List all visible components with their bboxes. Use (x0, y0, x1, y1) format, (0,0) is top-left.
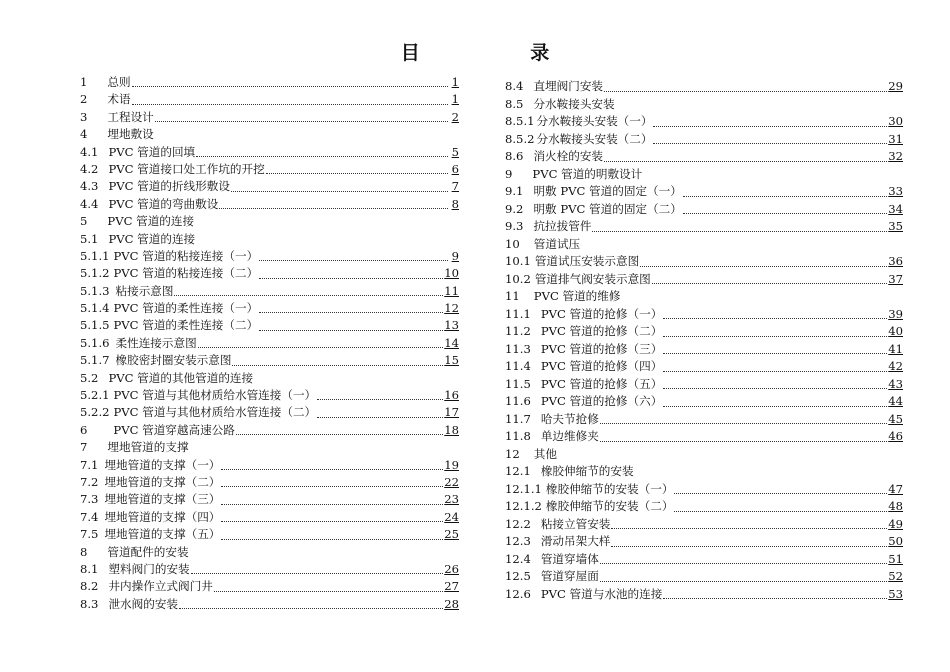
toc-entry-number: 4.1 (80, 144, 99, 159)
toc-entry-title: 埋地管道的支撑（二） (104, 474, 221, 489)
toc-entry[interactable] (505, 131, 903, 149)
toc-entry[interactable] (80, 387, 459, 404)
toc-entry-number: 9.1 (505, 184, 524, 198)
toc-entry-page: 5 (451, 144, 459, 159)
toc-entry-title: 术语 (107, 92, 131, 107)
toc-entry-number: 8.5.2 (505, 131, 535, 146)
dot-leader (198, 346, 444, 348)
toc-entry-page: 32 (888, 149, 903, 163)
toc-entry-page: 27 (444, 579, 459, 594)
dot-leader (231, 190, 448, 192)
toc-entry-title: 埋地管道的支撑（五） (104, 527, 221, 542)
toc-entry[interactable] (80, 335, 459, 352)
toc-entry-title: 粘接示意图 (115, 283, 174, 298)
toc-entry-page: 2 (451, 109, 459, 124)
dot-leader (196, 155, 448, 157)
dot-leader (674, 510, 887, 512)
toc-entry-page: 17 (444, 405, 459, 420)
dot-leader (653, 125, 887, 127)
toc-entry-number: 12.3 (505, 534, 531, 548)
toc-entry-page: 1 (451, 74, 459, 89)
toc-entry[interactable] (80, 439, 459, 456)
toc-entry[interactable] (505, 201, 903, 219)
dot-leader (259, 259, 448, 261)
dot-leader (317, 416, 443, 418)
dot-leader (155, 120, 448, 122)
toc-entry-title: 管道配件的安装 (107, 544, 189, 559)
toc-entry-page: 28 (444, 596, 459, 611)
toc-entry-title: 分水鞍接头安装（一） (536, 114, 653, 128)
toc-entry[interactable] (505, 323, 903, 341)
dot-leader (652, 282, 887, 284)
toc-entry[interactable] (505, 306, 903, 324)
toc-entry[interactable] (505, 96, 903, 114)
dot-leader (236, 433, 443, 435)
toc-entry-page: 15 (444, 353, 459, 368)
toc-entry-number: 11 (505, 289, 520, 303)
dot-leader (663, 352, 887, 354)
toc-entry-number: 12 (505, 446, 520, 461)
toc-entry-number: 9.2 (505, 201, 524, 216)
toc-entry-title: 橡胶伸缩节的安装（一） (545, 481, 674, 496)
toc-entry-page: 16 (444, 388, 459, 403)
toc-entry-title: 哈夫节抢修 (540, 411, 599, 426)
toc-entry-page: 26 (444, 561, 459, 576)
toc-entry-title: 管道穿墙体 (540, 551, 599, 566)
toc-entry-number: 8.4 (505, 79, 524, 93)
toc-entry[interactable] (505, 481, 903, 499)
toc-entry-number: 11.5 (505, 376, 531, 391)
toc-entry[interactable] (80, 596, 459, 613)
toc-entry-number: 8.5 (505, 96, 524, 111)
toc-entry-title: PVC 管道穿越高速公路 (113, 422, 235, 437)
toc-entry[interactable] (505, 288, 903, 306)
toc-entry-page: 51 (888, 551, 903, 566)
toc-entry-page: 42 (888, 359, 903, 373)
toc-entry[interactable] (505, 78, 903, 96)
toc-entry-title: 消火栓的安装 (533, 149, 604, 163)
toc-entry[interactable] (80, 404, 459, 421)
toc-entry-number: 11.2 (505, 324, 531, 338)
toc-entry-page: 50 (888, 534, 903, 548)
toc-entry-title: 滑动吊架大样 (540, 534, 611, 548)
toc-entry[interactable] (505, 183, 903, 201)
toc-entry[interactable] (80, 544, 459, 561)
toc-left-column (80, 74, 459, 613)
toc-entry-title: 管道穿屋面 (540, 569, 599, 583)
toc-entry-title: 橡胶伸缩节的安装 (540, 464, 634, 478)
toc-entry[interactable] (80, 509, 459, 526)
toc-entry[interactable] (80, 317, 459, 334)
toc-entry[interactable] (505, 533, 903, 551)
toc-entry-number: 5.1.5 (80, 318, 110, 333)
toc-entry-number: 8.5.1 (505, 114, 535, 128)
toc-entry-number: 8.6 (505, 149, 524, 163)
toc-entry-title: 单边维修夹 (540, 429, 599, 443)
dot-leader (663, 317, 887, 319)
toc-entry[interactable] (505, 498, 903, 516)
toc-entry[interactable] (80, 265, 459, 282)
toc-entry-page: 30 (888, 114, 903, 128)
toc-entry-number: 12.6 (505, 586, 531, 601)
toc-entry-page: 47 (888, 481, 903, 496)
toc-entry-title: 埋地管道的支撑（三） (104, 492, 221, 507)
dot-leader (179, 607, 443, 609)
toc-entry-number: 9 (505, 166, 513, 181)
toc-entry-page: 39 (888, 306, 903, 321)
toc-entry-page: 35 (888, 219, 903, 233)
toc-entry-number: 8.2 (80, 579, 99, 594)
toc-entry[interactable] (505, 253, 903, 271)
toc-entry[interactable] (505, 411, 903, 429)
toc-entry[interactable] (505, 218, 903, 236)
toc-entry-number: 5.1.6 (80, 335, 110, 350)
dot-leader (674, 492, 887, 494)
dot-leader (592, 230, 887, 232)
dot-leader (174, 294, 443, 296)
toc-entry-title: PVC 管道的抢修（六） (540, 394, 663, 408)
toc-entry-page: 44 (888, 394, 903, 408)
toc-entry[interactable] (80, 231, 459, 248)
toc-entry-number: 11.3 (505, 341, 531, 356)
toc-entry-title: PVC 管道与其他材质给水管连接（二） (113, 405, 317, 420)
toc-entry-page: 8 (451, 196, 459, 211)
toc-entry-number: 4 (80, 127, 88, 142)
toc-entry-title: PVC 管道的抢修（二） (540, 324, 663, 338)
toc-entry[interactable] (505, 516, 903, 534)
toc-entry-title: 管道试压安装示意图 (534, 254, 640, 268)
toc-entry-number: 11.6 (505, 394, 531, 408)
dot-leader (259, 277, 443, 279)
dot-leader (266, 172, 448, 174)
toc-entry-number: 12.1.1 (505, 481, 542, 496)
dot-leader (604, 90, 887, 92)
dot-leader (221, 538, 443, 540)
dot-leader (653, 142, 887, 144)
toc-entry[interactable] (80, 213, 459, 230)
toc-entry-page: 10 (444, 266, 459, 281)
toc-entry[interactable] (505, 463, 903, 481)
toc-entry-title: 塑料阀门的安装 (108, 561, 190, 576)
toc-entry-number: 7.4 (80, 509, 99, 524)
toc-entry-number: 3 (80, 109, 88, 124)
toc-entry[interactable] (80, 74, 459, 91)
toc-entry[interactable] (80, 370, 459, 387)
toc-entry-number: 9.3 (505, 219, 524, 233)
dot-leader (600, 440, 887, 442)
toc-entry[interactable] (80, 178, 459, 195)
toc-entry[interactable] (505, 358, 903, 376)
toc-entry-page: 29 (888, 79, 903, 93)
toc-entry-title: PVC 管道的柔性连接（二） (113, 318, 259, 333)
toc-entry[interactable] (80, 578, 459, 595)
toc-entry-title: 总则 (107, 74, 131, 89)
toc-entry[interactable] (505, 393, 903, 411)
toc-entry-number: 5.1.1 (80, 248, 110, 263)
dot-leader (663, 597, 887, 599)
toc-entry-title: PVC 管道与其他材质给水管连接（一） (113, 388, 317, 403)
dot-leader (600, 422, 887, 424)
dot-leader (663, 405, 887, 407)
toc-entry-title: 明敷 PVC 管道的固定（二） (533, 201, 682, 216)
toc-entry-number: 6 (80, 422, 88, 437)
toc-entry-number: 2 (80, 92, 88, 107)
toc-entry-title: PVC 管道的抢修（五） (540, 376, 663, 391)
toc-entry-title: 明敷 PVC 管道的固定（一） (533, 184, 682, 198)
toc-entry-number: 4.3 (80, 179, 99, 194)
toc-entry-title: 工程设计 (107, 109, 154, 124)
toc-entry[interactable] (505, 113, 903, 131)
toc-entry[interactable] (80, 352, 459, 369)
dot-leader (640, 265, 887, 267)
toc-entry[interactable] (80, 248, 459, 265)
toc-entry-page: 23 (444, 492, 459, 507)
toc-entry-title: PVC 管道的其他管道的连接 (108, 370, 254, 385)
toc-entry-title: PVC 管道的连接 (108, 231, 196, 246)
toc-entry-title: 管道试压 (533, 236, 581, 251)
dot-leader (663, 335, 887, 337)
toc-entry-title: 橡胶密封圈安装示意图 (115, 353, 232, 368)
toc-entry-number: 7.3 (80, 492, 99, 507)
dot-leader (259, 329, 443, 331)
toc-entry-page: 43 (888, 376, 903, 391)
toc-entry-number: 11.1 (505, 306, 531, 321)
toc-right-column (505, 78, 903, 603)
toc-entry-number: 5.2.2 (80, 405, 110, 420)
dot-leader (132, 85, 448, 87)
toc-entry-page: 53 (888, 586, 903, 601)
dot-leader (604, 160, 887, 162)
toc-entry-title: 分水鞍接头安装（二） (536, 131, 653, 146)
toc-entry-page: 49 (888, 516, 903, 531)
toc-entry-number: 5.1.4 (80, 301, 110, 316)
dot-leader (221, 468, 443, 470)
dot-leader (663, 370, 887, 372)
toc-entry-page: 25 (444, 527, 459, 542)
toc-entry-page: 18 (444, 422, 459, 437)
toc-entry[interactable] (505, 446, 903, 464)
toc-entry-number: 5 (80, 214, 88, 229)
toc-entry-title: PVC 管道的弯曲敷设 (108, 196, 219, 211)
dot-leader (663, 387, 887, 389)
toc-entry-number: 8.3 (80, 596, 99, 611)
toc-entry-number: 12.5 (505, 569, 531, 583)
toc-entry-title: 橡胶伸缩节的安装（二） (545, 499, 674, 513)
toc-entry-number: 7 (80, 440, 88, 455)
dot-leader (214, 590, 443, 592)
toc-entry-page: 40 (888, 324, 903, 338)
toc-entry-title: 直埋阀门安装 (533, 79, 604, 93)
toc-entry[interactable] (80, 283, 459, 300)
toc-entry-number: 11.4 (505, 359, 531, 373)
toc-entry-title: PVC 管道的粘接连接（一） (113, 248, 259, 263)
toc-entry[interactable] (80, 474, 459, 491)
dot-leader (317, 398, 443, 400)
toc-entry-title: 埋地管道的支撑 (107, 440, 189, 455)
toc-entry-page: 19 (444, 457, 459, 472)
toc-entry-number: 8.1 (80, 561, 99, 576)
toc-entry[interactable] (505, 568, 903, 586)
toc-entry-page: 6 (451, 161, 459, 176)
toc-entry-number: 7.1 (80, 457, 99, 472)
toc-entry-title: PVC 管道的粘接连接（二） (113, 266, 259, 281)
toc-entry-title: 粘接立管安装 (540, 516, 611, 531)
toc-entry-page: 36 (888, 254, 903, 268)
toc-entry[interactable] (80, 91, 459, 108)
toc-entry-title: PVC 管道与水池的连接 (540, 586, 663, 601)
toc-entry[interactable] (505, 376, 903, 394)
toc-entry-number: 12.1 (505, 464, 531, 478)
dot-leader (611, 527, 887, 529)
toc-entry-page: 46 (888, 429, 903, 443)
toc-entry-page: 13 (444, 318, 459, 333)
toc-entry-page: 24 (444, 509, 459, 524)
toc-entry[interactable] (80, 491, 459, 508)
toc-entry-number: 5.1.3 (80, 283, 110, 298)
toc-entry[interactable] (80, 300, 459, 317)
toc-entry[interactable] (80, 422, 459, 439)
toc-entry[interactable] (505, 551, 903, 569)
toc-entry-title: PVC 管道的折线形敷设 (108, 179, 230, 194)
toc-entry[interactable] (80, 457, 459, 474)
toc-entry[interactable] (80, 144, 459, 161)
toc-entry-number: 5.2.1 (80, 388, 110, 403)
toc-entry-number: 12.4 (505, 551, 531, 566)
toc-entry-page: 34 (888, 201, 903, 216)
toc-entry-title: 埋地敷设 (107, 127, 154, 142)
dot-leader (232, 364, 443, 366)
toc-entry[interactable] (505, 341, 903, 359)
toc-entry-page: 52 (888, 569, 903, 583)
toc-entry-title: 泄水阀的安装 (108, 596, 179, 611)
toc-entry-title: 柔性连接示意图 (115, 335, 197, 350)
toc-entry[interactable] (80, 161, 459, 178)
dot-leader (191, 572, 444, 574)
dot-leader (683, 212, 887, 214)
toc-entry-title: PVC 管道的抢修（一） (540, 306, 663, 321)
toc-entry-title: PVC 管道的维修 (533, 289, 621, 303)
toc-entry-number: 1 (80, 74, 88, 89)
toc-entry[interactable] (505, 428, 903, 446)
toc-entry-title: PVC 管道的连接 (107, 214, 195, 229)
toc-entry-title: PVC 管道接口处工作坑的开挖 (108, 161, 265, 176)
toc-entry-title: 抗拉拔管件 (533, 219, 592, 233)
toc-entry-page: 45 (888, 411, 903, 426)
dot-leader (219, 207, 448, 209)
dot-leader (221, 485, 443, 487)
toc-entry[interactable] (505, 148, 903, 166)
toc-entry-title: 其他 (533, 446, 557, 461)
toc-entry-number: 8 (80, 544, 88, 559)
toc-entry-title: PVC 管道的抢修（三） (540, 341, 663, 356)
toc-entry-page: 12 (444, 301, 459, 316)
toc-entry-page: 22 (444, 474, 459, 489)
toc-entry-number: 5.1 (80, 231, 99, 246)
toc-entry-title: PVC 管道的明敷设计 (532, 166, 643, 181)
toc-entry-number: 10.1 (505, 254, 531, 268)
toc-entry-page: 7 (451, 179, 459, 194)
toc-entry-page: 41 (888, 341, 903, 356)
toc-entry-title: PVC 管道的抢修（四） (540, 359, 663, 373)
toc-entry-title: 井内操作立式阀门井 (108, 579, 213, 594)
toc-entry-number: 4.2 (80, 161, 99, 176)
toc-entry-title: 埋地管道的支撑（四） (104, 509, 221, 524)
page-title: 目 录 (400, 42, 602, 64)
toc-entry-title: PVC 管道的柔性连接（一） (113, 301, 259, 316)
toc-entry-title: 管道排气阀安装示意图 (534, 271, 651, 286)
toc-entry-number: 10 (505, 236, 520, 251)
toc-entry-number: 4.4 (80, 196, 99, 211)
toc-entry[interactable] (505, 271, 903, 289)
toc-entry-number: 10.2 (505, 271, 531, 286)
toc-entry-number: 7.2 (80, 474, 99, 489)
toc-entry-title: 埋地管道的支撑（一） (104, 457, 221, 472)
toc-entry[interactable] (80, 526, 459, 543)
toc-entry[interactable] (80, 196, 459, 213)
toc-entry-number: 12.1.2 (505, 499, 542, 513)
toc-entry[interactable] (80, 109, 459, 126)
toc-entry-number: 11.7 (505, 411, 531, 426)
toc-entry-number: 5.1.2 (80, 266, 110, 281)
toc-entry[interactable] (80, 126, 459, 143)
toc-entry-number: 7.5 (80, 527, 99, 542)
toc-entry[interactable] (505, 236, 903, 254)
dot-leader (132, 103, 448, 105)
toc-entry-page: 37 (888, 271, 903, 286)
toc-entry-page: 11 (444, 283, 459, 298)
toc-entry-page: 1 (451, 92, 459, 107)
toc-entry[interactable] (505, 586, 903, 604)
toc-entry-title: 分水鞍接头安装 (533, 96, 615, 111)
dot-leader (611, 545, 887, 547)
toc-entry-title: PVC 管道的回填 (108, 144, 196, 159)
dot-leader (221, 520, 443, 522)
toc-entry[interactable] (80, 561, 459, 578)
toc-entry-number: 12.2 (505, 516, 531, 531)
toc-entry-page: 33 (888, 184, 903, 198)
dot-leader (221, 503, 443, 505)
toc-entry-page: 9 (451, 248, 459, 263)
toc-entry[interactable] (505, 166, 903, 184)
toc-entry-page: 14 (444, 335, 459, 350)
dot-leader (683, 195, 887, 197)
toc-entry-number: 5.1.7 (80, 353, 110, 368)
dot-leader (259, 311, 443, 313)
dot-leader (600, 580, 887, 582)
toc-entry-page: 31 (888, 131, 903, 146)
toc-entry-page: 48 (888, 499, 903, 513)
dot-leader (600, 562, 887, 564)
toc-entry-number: 5.2 (80, 370, 99, 385)
toc-entry-number: 11.8 (505, 429, 531, 443)
